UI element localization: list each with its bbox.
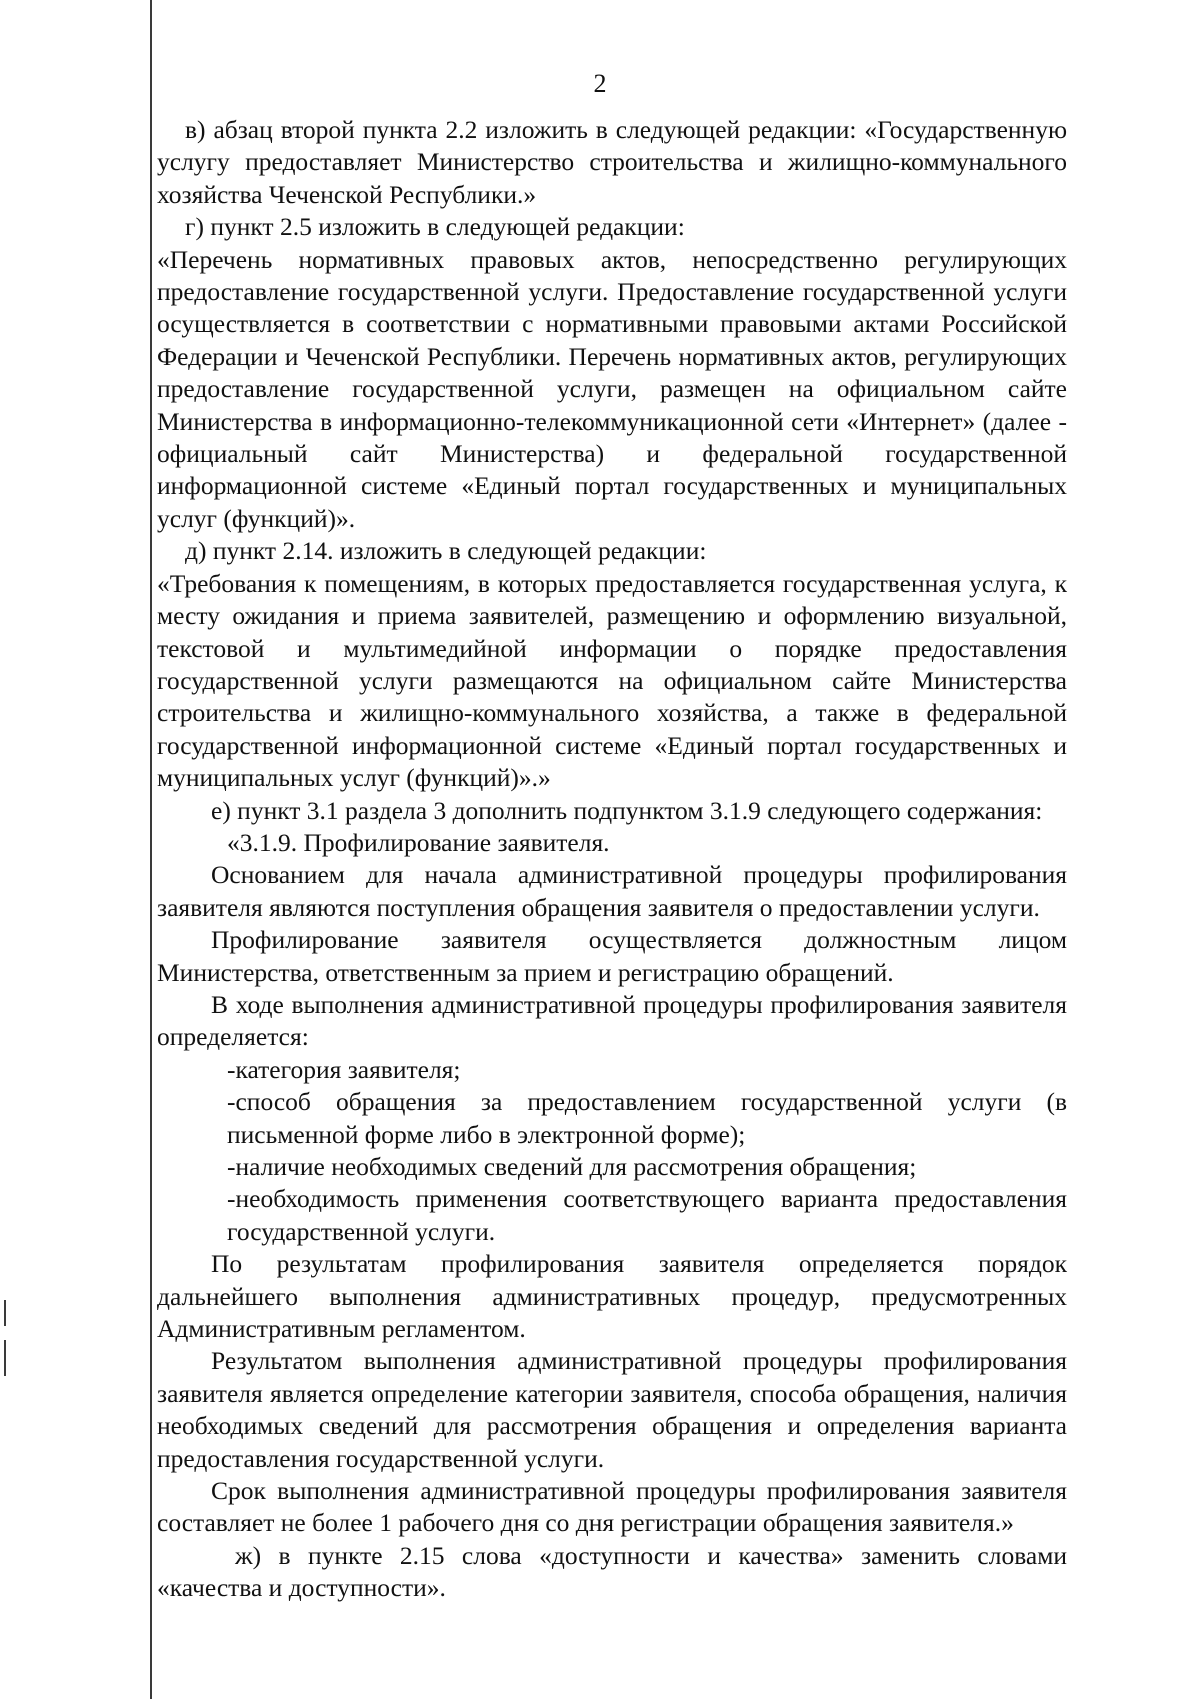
page-number: 2 [593,69,607,98]
paragraph-basis: Основанием для начала административной процедуры профилирования заявителя являются поступления обращения заявителя о предоставлении услуги. [157,860,1067,922]
paragraph-v: в) абзац второй пункта 2.2 изложить в следующей редакции: «Государственную услугу предоставляет Министерство строительства и жилищно-коммунального хозяйства Чеченской Республики.» [157,115,1067,209]
list-item: -категория заявителя; [227,1054,461,1084]
paragraph-deadline: Срок выполнения административной процедуры профилирования заявителя составляет не более 1 рабочего дня со дня регистрации обращения заявителя.» [157,1476,1067,1538]
paragraph-profiling: Профилирование заявителя осуществляется должностным лицом Министерства, ответственным за прием и регистрацию обращений. [157,925,1067,987]
paragraph-g: г) пункт 2.5 изложить в следующей редакции: [185,212,685,242]
subclause-heading: «3.1.9. Профилирование заявителя. [227,827,610,857]
quote-2-14: «Требования к помещениям, в которых предоставляется государственная услуга, к месту ожидания и приема заявителей, размещению и оформлению визуальной, текстовой и мультимедийной информации о порядке предоставления государственной услуги размещаются на официальном сайте Министерства строительства и жилищно-коммунального хозяйства, а также в федеральной государственной информационной системе «Единый портал государственных и муниципальных услуг (функций)».» [157,568,1067,793]
list-item: -способ обращения за предоставлением государственной услуги (в письменной форме либо в электронной форме); [227,1087,1067,1149]
paragraph-d: д) пункт 2.14. изложить в следующей редакции: [185,536,707,566]
document-body [157,114,1067,1605]
scan-edge-mark [4,1300,6,1326]
paragraph-e: е) пункт 3.1 раздела 3 дополнить подпунктом 3.1.9 следующего содержания: [211,795,1043,825]
scan-edge-line [150,0,152,1699]
paragraph-zh: ж) в пункте 2.15 слова «доступности и качества» заменить словами «качества и доступности». [157,1540,1067,1603]
paragraph-results: По результатам профилирования заявителя определяется порядок дальнейшего выполнения административных процедур, предусмотренных Административным регламентом. [157,1249,1067,1344]
scan-edge-mark [4,1340,6,1376]
paragraph-determined: В ходе выполнения административной процедуры профилирования заявителя определяется: [157,989,1067,1052]
paragraph-outcome: Результатом выполнения административной процедуры профилирования заявителя является определение категории заявителя, способа обращения, наличия необходимых сведений для рассмотрения обращения и определения варианта предоставления государственной услуги. [157,1346,1067,1473]
list-item: -необходимость применения соответствующего варианта предоставления государственной услуги. [227,1184,1067,1246]
list-item: -наличие необходимых сведений для рассмотрения обращения; [227,1152,917,1181]
quote-2-5: «Перечень нормативных правовых актов, непосредственно регулирующих предоставление государственной услуги. Предоставление государственной услуги осуществляется в соответствии с нормативными правовыми актами Российской Федерации и Чеченской Республики. Перечень нормативных актов, регулирующих предоставление государственной услуги, размещен на официальном сайте Министерства в информационно-телекоммуникационной сети «Интернет» (далее - официальный сайт Министерства) и федеральной государственной информационной системе «Единый портал государственных и муниципальных услуг (функций)». [157,244,1067,533]
